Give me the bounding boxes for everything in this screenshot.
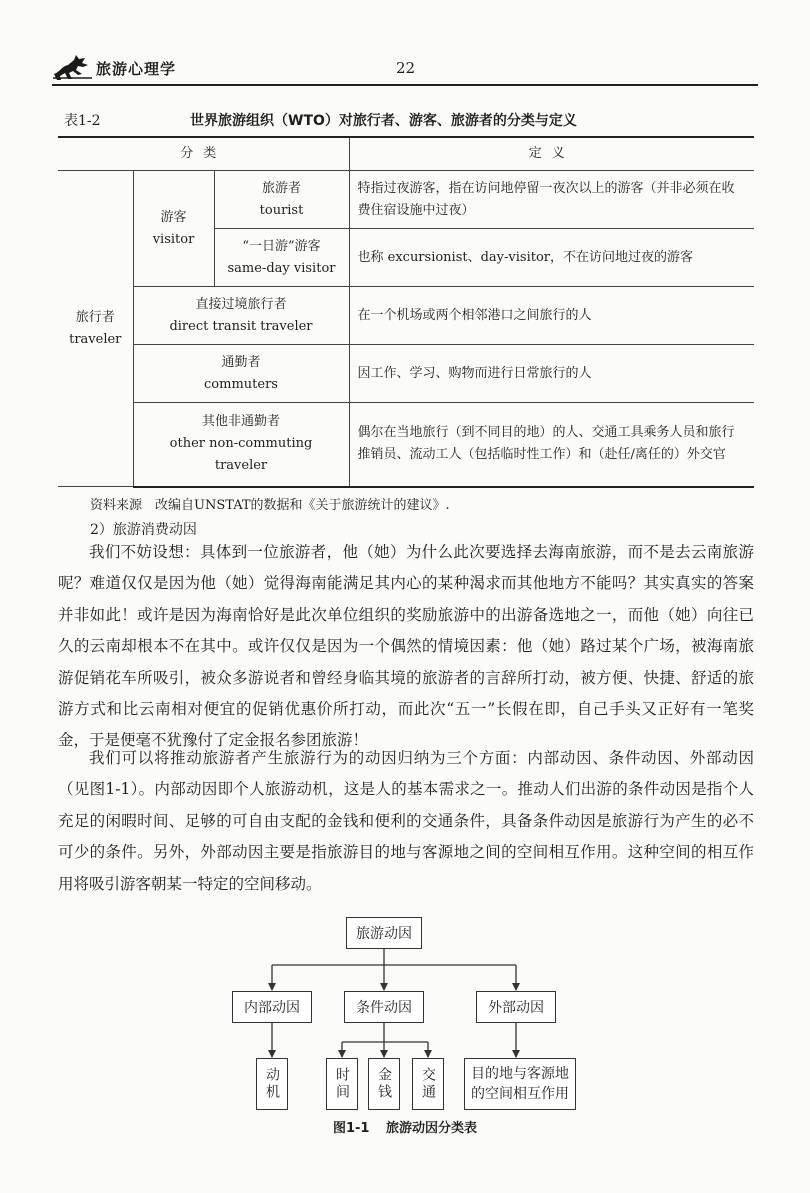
spatial-interaction-node: 目的地与客源地的空间相互作用 <box>464 1058 576 1110</box>
visitor-cell: 游客 visitor <box>133 171 214 287</box>
horse-logo-icon <box>52 52 94 82</box>
table-source-note: 资料来源 改编自UNSTAT的数据和《关于旅游统计的建议》. <box>90 498 450 513</box>
direct-transit-definition: 在一个机场或两个相邻港口之间旅行的人 <box>349 287 754 345</box>
book-title: 旅游心理学 <box>96 60 177 78</box>
motive-node: 动机 <box>256 1058 288 1110</box>
table-number: 表1-2 <box>64 113 101 129</box>
tourist-cell: 旅游者 tourist <box>214 171 349 229</box>
page-header <box>0 0 810 90</box>
time-node: 时间 <box>326 1058 358 1110</box>
body-paragraph: 我们可以将推动旅游者产生旅游行为的动因归纳为三个方面：内部动因、条件动因、外部动因（见图1-1）。内部动因即个人旅游动机，这是人的基本需求之一。推动人们出游的条件动因是指个人充足的闲暇时间、足够的可自由支配的金钱和便利的交通条件，具备条件动因是旅游行为产生的必不可少的条件。另外，外部动因主要是指旅游目的地与客源地之间的空间相互作用。这种空间的相互作用将吸引游客朝某一特定的空间移动。 <box>58 749 754 893</box>
table-row <box>58 345 754 403</box>
non-commuting-cell: 其他非通勤者 other non-commuting traveler <box>133 403 349 487</box>
commuters-definition: 因工作、学习、购物而进行日常旅行的人 <box>349 345 754 403</box>
money-node: 金钱 <box>368 1058 400 1110</box>
direct-transit-cell: 直接过境旅行者 direct transit traveler <box>133 287 349 345</box>
header-rule <box>52 84 758 86</box>
same-day-visitor-cell: “一日游”游客 same-day visitor <box>214 229 349 287</box>
conditional-node: 条件动因 <box>344 991 424 1023</box>
table-row <box>58 403 754 487</box>
body-paragraph: 我们不妨设想：具体到一位旅游者，他（她）为什么此次要选择去海南旅游，而不是去云南旅游呢？难道仅仅是因为他（她）觉得海南能满足其内心的某种渴求而其他地方不能吗？其实真实的答案并非如此！或许是因为海南恰好是此次单位组织的奖励旅游中的出游备选地之一，而他（她）向往已久的云南却根本不在其中。或许仅仅是因为一个偶然的情境因素：他（她）路过某个广场，被海南旅游促销花车所吸引，被众多游说者和曾经身临其境的旅游者的言辞所打动，被方便、快捷、舒适的旅游方式和比云南相对便宜的促销优惠价所打动，而此次“五一”长假在即，自己手头又正好有一笔奖金，于是便毫不犹豫付了定金报名参团旅游！ <box>58 543 754 750</box>
classification-table <box>58 136 754 488</box>
commuters-cell: 通勤者 commuters <box>133 345 349 403</box>
non-commuting-definition: 偶尔在当地旅行（到不同目的地）的人、交通工具乘务人员和旅行推销员、流动工人（包括临时性工作）和（赴任/离任的）外交官 <box>349 403 754 487</box>
table-row <box>58 171 754 229</box>
traveler-cell: 旅行者 traveler <box>58 171 133 487</box>
transport-node: 交通 <box>412 1058 444 1110</box>
internal-node: 内部动因 <box>232 991 312 1023</box>
section-heading: 2）旅游消费动因 <box>90 522 197 538</box>
page-number: 22 <box>396 59 416 77</box>
external-node: 外部动因 <box>476 991 556 1023</box>
header-classification: 分类 <box>58 137 349 171</box>
root-node: 旅游动因 <box>346 917 422 949</box>
table-title: 世界旅游组织（WTO）对旅行者、游客、旅游者的分类与定义 <box>190 113 577 129</box>
figure-title: 旅游动因分类表 <box>386 1121 478 1136</box>
same-day-visitor-definition: 也称 excursionist、day-visitor，不在访问地过夜的游客 <box>349 229 754 287</box>
table-row <box>58 287 754 345</box>
figure-number: 图1-1 <box>332 1121 370 1136</box>
table-caption <box>64 110 764 132</box>
table-header-row <box>58 137 754 171</box>
tourist-definition: 特指过夜游客，指在访问地停留一夜次以上的游客（并非必须在收费住宿设施中过夜） <box>349 171 754 229</box>
header-definition: 定义 <box>349 137 754 171</box>
figure-caption <box>0 1117 810 1136</box>
